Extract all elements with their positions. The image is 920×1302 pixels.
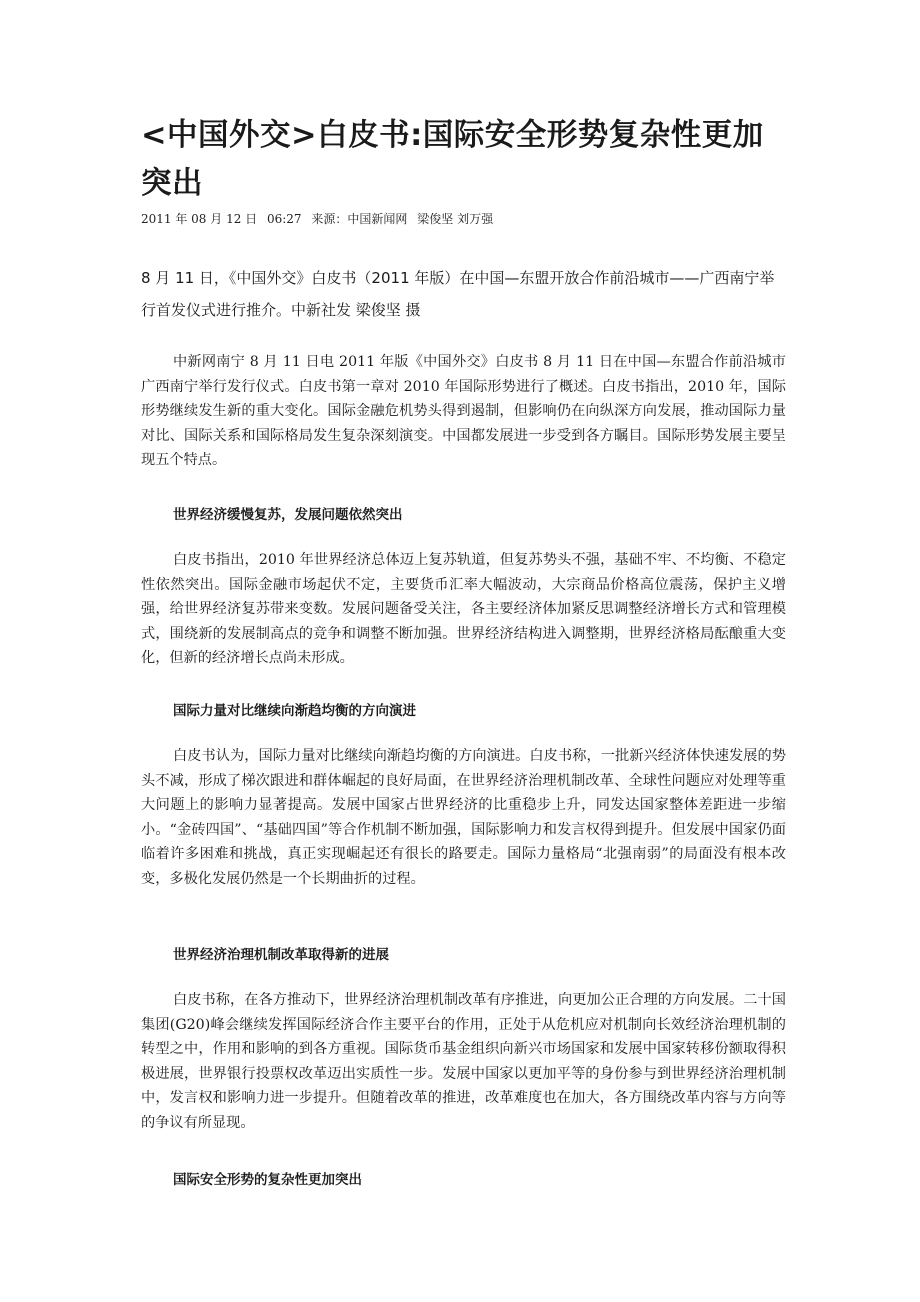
source: 来源：中国新闻网 <box>311 212 408 226</box>
article-meta <box>141 211 499 227</box>
intro-paragraph: 中新网南宁 8 月 11 日电 2011 年版《中国外交》白皮书 8 月 11 日在中国—东盟合作前沿城市广西南宁举行发行仪式。白皮书第一章对 2010 年国际形势进行了概述。白皮书指出，2010 年，国际形势继续发生新的重大变化。国际金融危机势头得到遏制，但影响仍在向纵深方向发展，推动国际力量对比、国际关系和国际格局发生复杂深刻演变。中国都发展进一步受到各方瞩目。国际形势发展主要呈现五个特点。 <box>141 354 786 468</box>
section-body: 白皮书称，在各方推动下，世界经济治理机制改革有序推进，向更加公正合理的方向发展。二十国集团(G20)峰会继续发挥国际经济合作主要平台的作用，正处于从危机应对机制向长效经济治理机制的转型之中，作用和影响的到各方重视。国际货币基金组织向新兴市场国家和发展中国家转移份额取得积极进展，世界银行投票权改革迈出实质性一步。发展中国家以更加平等的身份参与到世界经济治理机制中，发言权和影响力进一步提升。但随着改革的推进，改革难度也在加大，各方围绕改革内容与方向等的争议有所显现。 <box>141 992 786 1131</box>
publish-time: 06:27 <box>266 212 302 226</box>
authors: 梁俊坚 刘万强 <box>417 212 494 226</box>
publish-date: 2011 年 08 月 12 日 <box>141 212 258 226</box>
article-title: <中国外交>白皮书:国际安全形势复杂性更加突出 <box>141 118 764 201</box>
photo-caption: 8 月 11 日，《中国外交》白皮书（2011 年版）在中国—东盟开放合作前沿城市——广西南宁举行首发仪式进行推介。中新社发 梁俊坚 摄 <box>141 269 775 319</box>
section-heading: 国际安全形势的复杂性更加突出 <box>173 1172 362 1188</box>
section-body: 白皮书指出，2010 年世界经济总体迈上复苏轨道，但复苏势头不强，基础不牢、不均衡、不稳定性依然突出。国际金融市场起伏不定，主要货币汇率大幅波动，大宗商品价格高位震荡，保护主义增强，给世界经济复苏带来变数。发展问题备受关注，各主要经济体加紧反思调整经济增长方式和管理模式，围绕新的发展制高点的竞争和调整不断加强。世界经济结构进入调整期，世界经济格局酝酿重大变化，但新的经济增长点尚未形成。 <box>141 552 786 666</box>
section-heading: 世界经济治理机制改革取得新的进展 <box>173 947 389 963</box>
section-heading: 世界经济缓慢复苏，发展问题依然突出 <box>173 507 403 523</box>
section-heading: 国际力量对比继续向渐趋均衡的方向演进 <box>173 703 416 719</box>
section-body: 白皮书认为，国际力量对比继续向渐趋均衡的方向演进。白皮书称，一批新兴经济体快速发展的势头不减，形成了梯次跟进和群体崛起的良好局面，在世界经济治理机制改革、全球性问题应对处理等重大问题上的影响力显著提高。发展中国家占世界经济的比重稳步上升，同发达国家整体差距进一步缩小。“金砖四国”、“基础四国”等合作机制不断加强，国际影响力和发言权得到提升。但发展中国家仍面临着许多困难和挑战，真正实现崛起还有很长的路要走。国际力量格局“北强南弱”的局面没有根本改变，多极化发展仍然是一个长期曲折的过程。 <box>141 748 786 887</box>
